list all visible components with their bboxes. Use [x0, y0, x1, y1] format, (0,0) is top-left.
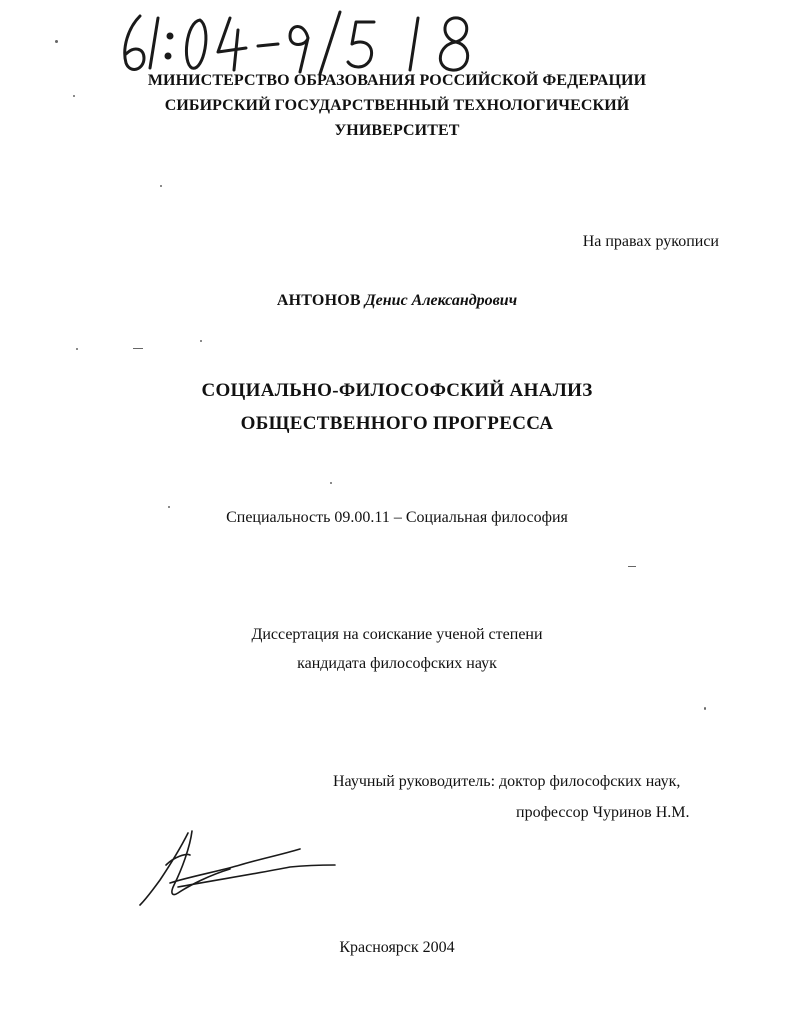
scan-speck: [200, 340, 202, 342]
degree-line2: кандидата философских наук: [297, 655, 497, 672]
scan-speck: [55, 40, 58, 43]
scan-speck: [628, 566, 636, 567]
dissertation-title-line2: ОБЩЕСТВЕННОГО ПРОГРЕССА: [240, 413, 554, 434]
ministry-name: МИНИСТЕРСТВО ОБРАЗОВАНИЯ РОССИЙСКОЙ ФЕДЕРАЦИИ: [147, 72, 647, 89]
handwritten-archive-code: [118, 8, 498, 78]
author-surname: АНТОНОВ: [276, 292, 361, 309]
author-name: [0, 292, 794, 310]
specialty: Специальность 09.00.11 – Социальная философия: [226, 509, 568, 526]
scan-speck: [160, 185, 162, 187]
degree-line1: Диссертация на соискание ученой степени: [251, 626, 543, 643]
scan-speck: [73, 95, 75, 97]
supervisor-line1: Научный руководитель: доктор философских наук,: [333, 773, 681, 790]
author-given-names: Денис Александрович: [364, 292, 518, 309]
scan-speck: [330, 482, 332, 484]
scan-speck: [704, 707, 706, 710]
handwritten-signature: [130, 825, 340, 910]
supervisor-line2: профессор Чуринов Н.М.: [516, 804, 690, 821]
scan-speck: [168, 506, 170, 508]
dissertation-title-line1: СОЦИАЛЬНО-ФИЛОСОФСКИЙ АНАЛИЗ: [201, 380, 593, 401]
university-name-line1: СИБИРСКИЙ ГОСУДАРСТВЕННЫЙ ТЕХНОЛОГИЧЕСКИЙ: [164, 97, 630, 114]
place-and-year: Красноярск 2004: [339, 939, 455, 956]
university-name-line2: УНИВЕРСИТЕТ: [334, 122, 460, 139]
scan-speck: [76, 348, 78, 350]
scan-speck: [133, 348, 143, 349]
manuscript-rights-note: На правах рукописи: [582, 233, 719, 250]
